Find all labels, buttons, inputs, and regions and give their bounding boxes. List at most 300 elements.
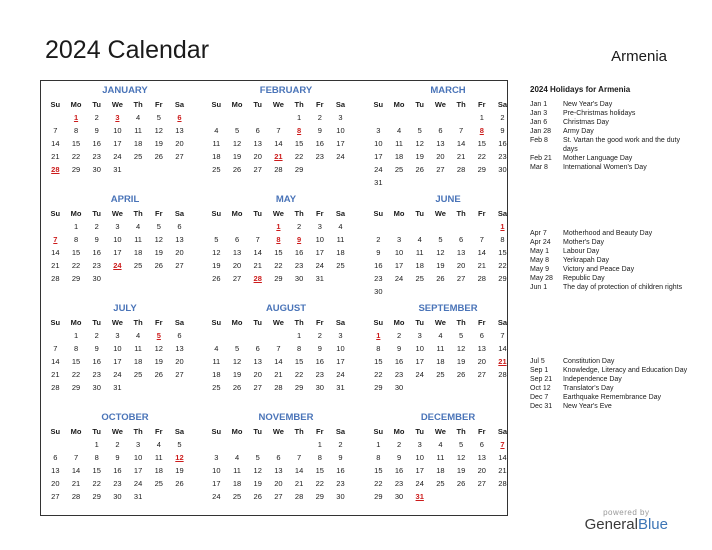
day-cell: 30 (113, 492, 122, 501)
day-cell: 5 (214, 235, 219, 244)
holiday-item (530, 283, 690, 292)
day-cell: 4 (136, 113, 141, 122)
holiday-item (530, 384, 690, 393)
day-cell: 20 (232, 261, 242, 270)
weekday-label: Tu (253, 318, 263, 327)
day-cell: 2 (338, 440, 343, 449)
day-cell: 28 (274, 165, 283, 174)
day-cell: 29 (315, 492, 324, 501)
day-cell: 1 (317, 440, 322, 449)
day-cell: 25 (415, 274, 424, 283)
empty-cell (227, 438, 248, 451)
weekday-label: Sa (174, 209, 185, 218)
day-cell: 14 (274, 357, 283, 366)
day-cell: 15 (71, 357, 81, 366)
day-cell: 22 (294, 370, 304, 379)
day-cell: 19 (232, 370, 242, 379)
holiday-item (530, 154, 690, 163)
holiday-date: May 28 (530, 275, 553, 282)
weekday-label: Tu (415, 100, 425, 109)
day-cell: 27 (274, 492, 283, 501)
day-cell: 12 (154, 344, 163, 353)
holiday-name: Independence Day (563, 376, 622, 383)
weekday-header (368, 425, 523, 438)
holiday-date: Apr 7 (530, 230, 547, 237)
day-cell: 27 (51, 492, 60, 501)
month-name: FEBRUARY (259, 85, 313, 96)
day-cell: 19 (154, 248, 163, 257)
day-cell: 31 (315, 274, 324, 283)
month-name: APRIL (110, 194, 140, 205)
day-cell: 20 (175, 139, 184, 148)
day-cell: 10 (415, 344, 424, 353)
day-cell: 2 (396, 331, 402, 340)
holiday-date: Jan 3 (530, 110, 548, 117)
day-cell: 12 (253, 466, 262, 475)
day-cell: 25 (133, 261, 143, 270)
day-cell: 30 (498, 165, 507, 174)
day-cell: 6 (459, 235, 464, 244)
month-may (211, 193, 361, 285)
weekday-label: We (434, 427, 446, 436)
day-cell: 16 (113, 466, 122, 475)
weekday-label: Fr (316, 209, 324, 218)
day-cell: 31 (374, 178, 383, 187)
day-cell: 13 (253, 139, 262, 148)
day-cell: 9 (94, 126, 99, 135)
day-cell: 9 (317, 126, 322, 135)
day-cell: 21 (71, 479, 81, 488)
month-name: SEPTEMBER (418, 303, 478, 314)
empty-cell (289, 438, 310, 451)
weekday-label: Fr (478, 100, 486, 109)
holiday-name: Christmas Day (563, 119, 609, 126)
day-cell: 1 (297, 331, 302, 340)
weekday-label: Su (211, 318, 222, 327)
holiday-name: St. Vartan the good work and the duty days (563, 137, 681, 153)
empty-cell (206, 111, 227, 124)
day-cell: 28 (71, 492, 81, 501)
day-cell: 11 (212, 357, 221, 366)
holiday-date: Dec 7 (530, 394, 549, 401)
month-july (50, 302, 200, 394)
holiday-day-cell: 28 (51, 165, 60, 174)
day-cell: 27 (175, 370, 184, 379)
day-cell: 9 (396, 344, 402, 353)
day-cell: 4 (214, 126, 219, 135)
holiday-item (530, 136, 690, 154)
weekday-label: Tu (253, 209, 263, 218)
day-cell: 16 (315, 139, 324, 148)
day-cell: 19 (154, 139, 163, 148)
day-cell: 14 (498, 453, 507, 462)
holiday-item (530, 375, 690, 384)
day-cell: 22 (274, 261, 283, 270)
weekday-header (45, 207, 200, 220)
day-cell: 25 (154, 479, 163, 488)
day-cell: 18 (394, 152, 404, 161)
day-cell: 12 (456, 344, 466, 353)
holiday-day-cell: 9 (297, 235, 302, 244)
day-cell: 31 (133, 492, 143, 501)
weekday-label: Th (294, 100, 304, 109)
day-cell: 10 (415, 453, 424, 462)
holiday-day-cell: 7 (500, 440, 505, 449)
day-cell: 26 (154, 261, 163, 270)
weekday-label: We (272, 318, 284, 327)
weekday-label: Mo (393, 100, 405, 109)
day-cell: 7 (479, 235, 484, 244)
holiday-date: Oct 12 (530, 385, 551, 392)
month-january (50, 84, 200, 176)
day-cell: 29 (71, 165, 81, 174)
day-cell: 10 (336, 344, 345, 353)
day-cell: 22 (92, 479, 101, 488)
day-cell: 5 (459, 440, 464, 449)
day-cell: 2 (500, 113, 505, 122)
weekday-label: Tu (92, 100, 102, 109)
holiday-item (530, 393, 690, 402)
weekday-header (206, 425, 361, 438)
holiday-date: Apr 24 (530, 239, 551, 246)
weekday-label: Mo (231, 427, 243, 436)
weekday-label: Th (133, 427, 143, 436)
empty-cell (451, 220, 472, 233)
weekday-label: Mo (393, 427, 405, 436)
day-cell: 7 (255, 235, 260, 244)
day-cell: 6 (234, 235, 240, 244)
day-cell: 6 (177, 222, 182, 231)
day-cell: 20 (51, 479, 60, 488)
empty-cell (227, 329, 248, 342)
day-cell: 19 (456, 466, 466, 475)
empty-cell (409, 220, 430, 233)
day-cell: 16 (394, 466, 404, 475)
holiday-day-cell: 6 (177, 113, 182, 122)
day-grid (45, 438, 200, 503)
day-cell: 25 (232, 492, 242, 501)
day-cell: 20 (477, 466, 486, 475)
day-cell: 19 (212, 261, 221, 270)
day-cell: 16 (315, 357, 324, 366)
day-cell: 18 (212, 370, 221, 379)
holiday-day-cell: 7 (53, 235, 58, 244)
day-cell: 5 (438, 235, 443, 244)
day-cell: 24 (336, 152, 345, 161)
weekday-header (368, 207, 523, 220)
holiday-name: Army Day (563, 128, 594, 135)
day-cell: 13 (175, 235, 184, 244)
day-grid (368, 329, 523, 394)
day-cell: 14 (71, 466, 81, 475)
day-cell: 11 (134, 344, 142, 353)
holiday-name: Victory and Peace Day (563, 266, 635, 273)
day-cell: 24 (212, 492, 221, 501)
weekday-label: Mo (231, 318, 243, 327)
month-name: MAY (275, 194, 297, 205)
day-cell: 12 (154, 235, 163, 244)
day-cell: 25 (212, 165, 221, 174)
weekday-label: Su (50, 100, 61, 109)
weekday-label: We (272, 209, 284, 218)
weekday-label: Th (294, 318, 304, 327)
day-cell: 5 (255, 453, 260, 462)
holiday-name: Labour Day (563, 248, 600, 255)
day-cell: 10 (113, 235, 122, 244)
day-cell: 17 (113, 139, 122, 148)
day-cell: 27 (436, 165, 445, 174)
holiday-group (530, 357, 690, 411)
holiday-day-cell: 21 (498, 357, 507, 366)
weekday-label: Fr (478, 427, 486, 436)
day-cell: 28 (294, 492, 304, 501)
day-cell: 11 (336, 235, 345, 244)
month-august (211, 302, 361, 394)
empty-cell (247, 220, 268, 233)
day-cell: 15 (294, 357, 304, 366)
holiday-day-cell: 1 (276, 222, 281, 231)
day-cell: 22 (498, 261, 507, 270)
day-cell: 6 (255, 126, 260, 135)
powered-by-text: powered by (603, 508, 650, 517)
day-cell: 20 (253, 370, 262, 379)
day-cell: 11 (134, 126, 142, 135)
day-cell: 8 (94, 453, 99, 462)
day-cell: 3 (338, 331, 343, 340)
day-grid (206, 438, 361, 503)
weekday-label: Th (294, 209, 304, 218)
month-november (211, 411, 361, 503)
day-cell: 20 (253, 152, 262, 161)
day-cell: 4 (338, 222, 343, 231)
weekday-label: Mo (70, 209, 82, 218)
day-cell: 21 (498, 466, 507, 475)
empty-cell (268, 111, 289, 124)
empty-cell (409, 111, 430, 124)
day-cell: 23 (113, 479, 122, 488)
holiday-item (530, 100, 690, 109)
day-cell: 15 (294, 139, 304, 148)
day-cell: 28 (51, 383, 60, 392)
holiday-date: Jan 1 (530, 101, 548, 108)
holidays-title: 2024 Holidays for Armenia (530, 85, 631, 94)
day-grid (206, 329, 361, 394)
day-cell: 4 (156, 440, 161, 449)
day-cell: 1 (376, 440, 381, 449)
day-grid (368, 220, 523, 298)
day-cell: 3 (376, 126, 381, 135)
weekday-label: Su (211, 209, 222, 218)
day-cell: 15 (374, 357, 383, 366)
day-cell: 9 (338, 453, 343, 462)
day-cell: 11 (134, 235, 142, 244)
day-cell: 15 (71, 248, 81, 257)
day-cell: 10 (113, 344, 122, 353)
empty-cell (45, 220, 66, 233)
holiday-name: Constitution Day (563, 358, 615, 365)
weekday-header (45, 316, 200, 329)
day-cell: 7 (276, 126, 281, 135)
holiday-day-cell: 1 (376, 331, 381, 340)
day-cell: 25 (133, 152, 143, 161)
day-cell: 29 (71, 274, 81, 283)
day-cell: 28 (456, 165, 466, 174)
day-cell: 17 (374, 152, 383, 161)
day-cell: 30 (92, 165, 101, 174)
day-cell: 10 (113, 126, 122, 135)
empty-cell (389, 220, 410, 233)
day-cell: 18 (232, 479, 242, 488)
holiday-name: Earthquake Remembrance Day (563, 394, 662, 401)
day-cell: 18 (133, 248, 143, 257)
day-cell: 23 (315, 370, 324, 379)
day-cell: 6 (177, 331, 182, 340)
weekday-label: Th (133, 209, 143, 218)
day-cell: 5 (234, 126, 240, 135)
day-cell: 20 (274, 479, 283, 488)
month-name: JUNE (435, 194, 461, 205)
day-cell: 24 (133, 479, 143, 488)
day-cell: 24 (315, 261, 324, 270)
day-cell: 17 (133, 466, 143, 475)
weekday-label: Th (294, 427, 304, 436)
day-cell: 24 (113, 370, 122, 379)
weekday-label: Su (211, 427, 222, 436)
empty-cell (389, 111, 410, 124)
day-cell: 7 (73, 453, 79, 462)
day-cell: 24 (374, 165, 383, 174)
weekday-label: Tu (92, 209, 102, 218)
day-cell: 23 (394, 370, 404, 379)
day-cell: 15 (477, 139, 486, 148)
day-cell: 21 (274, 370, 283, 379)
day-cell: 13 (51, 466, 60, 475)
day-cell: 6 (479, 331, 484, 340)
weekday-label: We (111, 318, 123, 327)
day-cell: 3 (417, 331, 422, 340)
day-cell: 20 (477, 357, 486, 366)
day-cell: 19 (415, 152, 424, 161)
day-cell: 3 (396, 235, 402, 244)
day-cell: 5 (156, 113, 161, 122)
day-cell: 2 (317, 331, 322, 340)
weekday-label: Sa (497, 427, 508, 436)
empty-cell (206, 438, 227, 451)
holiday-day-cell: 12 (175, 453, 184, 462)
day-cell: 15 (374, 466, 383, 475)
day-cell: 1 (479, 113, 484, 122)
day-cell: 25 (212, 383, 221, 392)
day-cell: 26 (456, 479, 466, 488)
day-cell: 18 (133, 139, 143, 148)
weekday-label: Tu (415, 427, 425, 436)
day-cell: 22 (374, 370, 383, 379)
holiday-date: May 9 (530, 266, 550, 273)
day-cell: 11 (436, 453, 445, 462)
holiday-date: May 8 (530, 257, 550, 264)
day-cell: 9 (500, 126, 505, 135)
day-cell: 11 (436, 344, 445, 353)
day-cell: 15 (71, 139, 81, 148)
day-cell: 14 (477, 248, 486, 257)
weekday-label: Mo (393, 209, 405, 218)
day-cell: 30 (394, 492, 404, 501)
day-cell: 12 (232, 357, 242, 366)
day-cell: 30 (394, 383, 404, 392)
holiday-day-cell: 8 (479, 126, 484, 135)
day-cell: 8 (73, 126, 79, 135)
empty-cell (368, 111, 389, 124)
holiday-day-cell: 28 (253, 274, 262, 283)
day-cell: 25 (436, 370, 445, 379)
day-cell: 29 (374, 383, 383, 392)
holiday-date: Dec 31 (530, 403, 553, 410)
day-cell: 4 (234, 453, 240, 462)
holiday-name: Pre-Christmas holidays (563, 110, 636, 117)
day-cell: 29 (498, 274, 507, 283)
day-cell: 24 (415, 479, 424, 488)
weekday-label: Sa (335, 318, 346, 327)
day-cell: 10 (394, 248, 404, 257)
weekday-header (368, 98, 523, 111)
day-cell: 8 (317, 453, 322, 462)
day-grid (368, 438, 523, 503)
day-cell: 11 (154, 453, 163, 462)
day-cell: 7 (53, 126, 58, 135)
day-grid (45, 220, 200, 285)
day-cell: 9 (94, 344, 99, 353)
day-cell: 28 (274, 383, 283, 392)
day-cell: 13 (477, 453, 486, 462)
holiday-date: Mar 8 (530, 164, 548, 171)
day-cell: 3 (136, 440, 141, 449)
day-cell: 8 (376, 453, 381, 462)
weekday-label: Sa (335, 100, 346, 109)
day-cell: 18 (436, 357, 445, 366)
day-cell: 6 (276, 453, 281, 462)
day-cell: 27 (253, 165, 262, 174)
day-cell: 18 (336, 248, 345, 257)
day-cell: 17 (113, 248, 122, 257)
holiday-day-cell: 1 (73, 113, 79, 122)
day-cell: 20 (456, 261, 466, 270)
weekday-label: Tu (415, 318, 425, 327)
day-cell: 18 (154, 466, 163, 475)
month-april (50, 193, 200, 285)
day-cell: 16 (92, 139, 101, 148)
weekday-label: Th (133, 100, 143, 109)
day-cell: 22 (71, 261, 81, 270)
empty-cell (268, 438, 289, 451)
empty-cell (227, 111, 248, 124)
holiday-date: Jan 6 (530, 119, 548, 126)
month-february (211, 84, 361, 176)
month-june (373, 193, 523, 298)
day-cell: 3 (214, 453, 219, 462)
holiday-group (530, 100, 690, 172)
weekday-label: Fr (478, 318, 486, 327)
day-cell: 29 (294, 165, 304, 174)
day-cell: 8 (376, 344, 381, 353)
holiday-date: Jul 5 (530, 358, 545, 365)
weekday-label: Th (133, 318, 143, 327)
day-cell: 23 (336, 479, 345, 488)
day-cell: 22 (374, 479, 383, 488)
day-cell: 14 (51, 139, 60, 148)
weekday-label: Th (456, 427, 466, 436)
holiday-item (530, 274, 690, 283)
day-cell: 18 (212, 152, 221, 161)
